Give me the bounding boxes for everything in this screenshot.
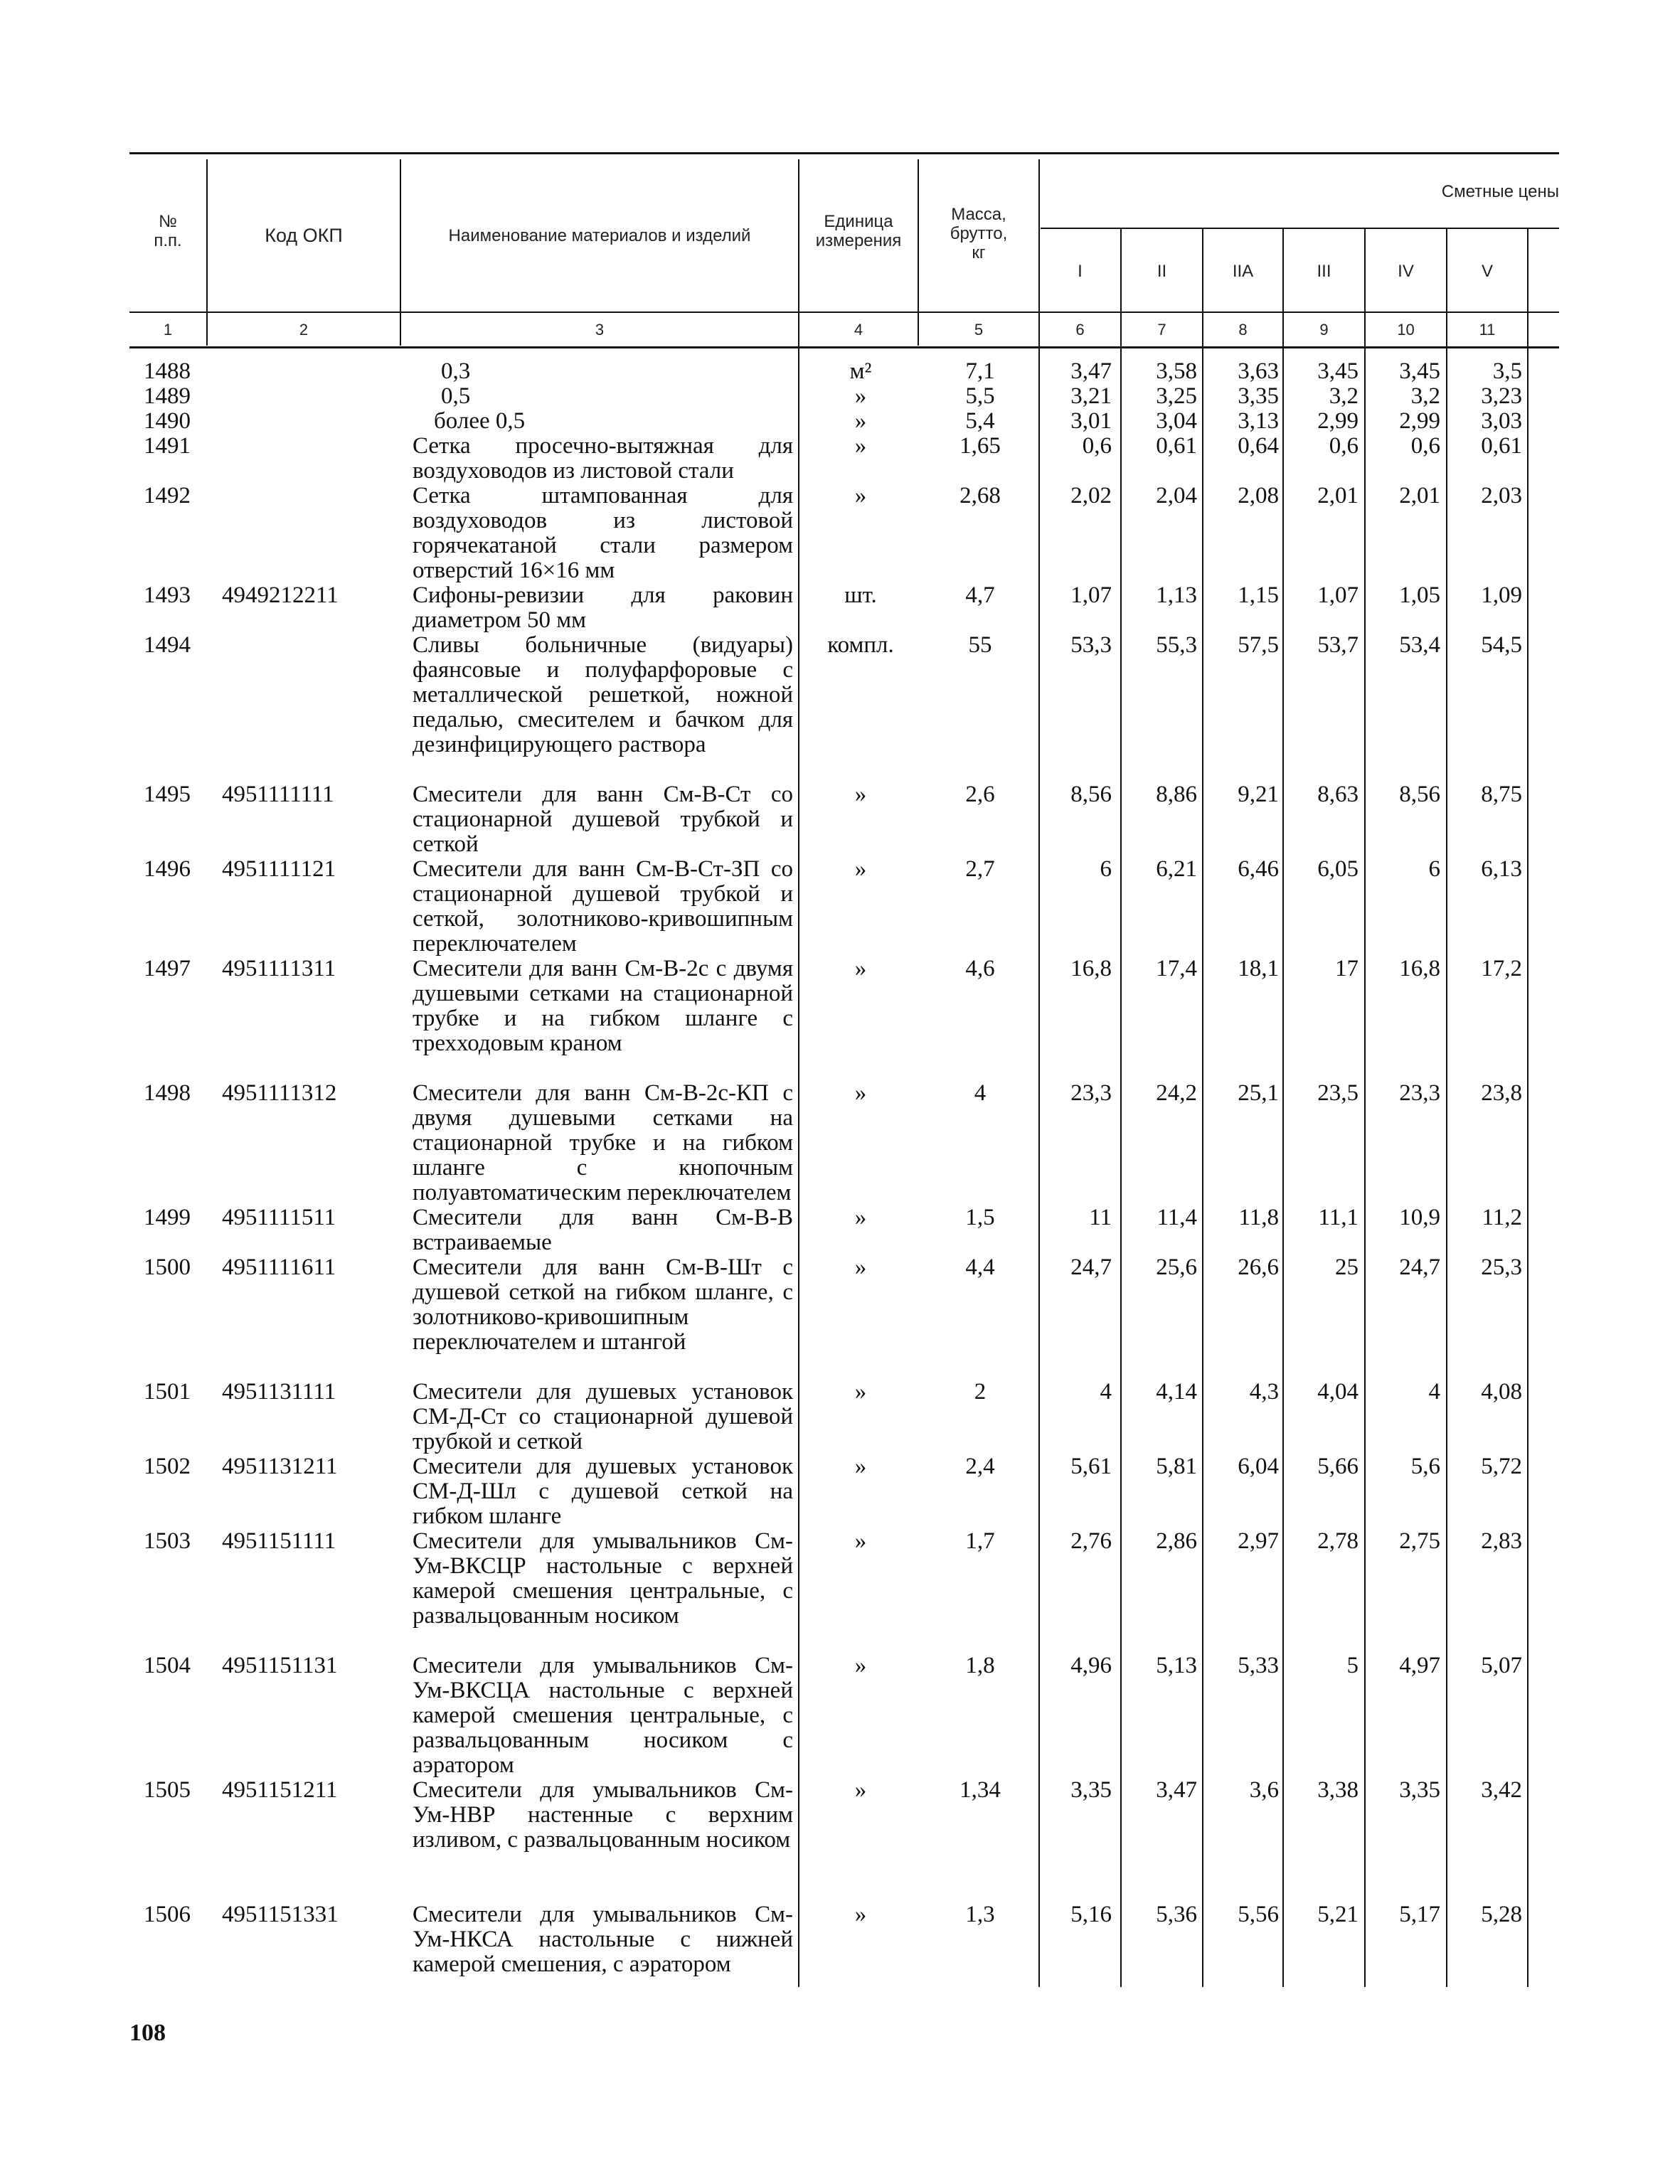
row-number: 1488 [144,358,191,384]
price-zone-2: 24,2 [1156,1080,1197,1106]
price-zone-6: 17,2 [1481,956,1522,981]
price-zone-2: 1,13 [1156,582,1197,608]
header-zone: III [1317,262,1331,281]
price-zone-5: 4,97 [1399,1653,1440,1678]
price-zone-1: 23,3 [1070,1080,1112,1106]
okp-code: 4951111121 [222,856,336,882]
price-zone-6: 5,28 [1481,1902,1522,1927]
item-name: более 0,5 [434,408,526,434]
mass-cell: 5,5 [965,383,995,409]
price-zone-6: 3,03 [1481,408,1522,434]
price-zone-1: 11 [1089,1205,1112,1230]
mass-cell: 1,65 [959,433,1001,459]
price-zone-4: 2,01 [1317,483,1359,508]
price-zone-1: 5,61 [1070,1454,1112,1479]
price-zone-2: 5,13 [1156,1653,1197,1678]
price-zone-3: 3,6 [1249,1777,1279,1803]
price-zone-3: 4,3 [1249,1379,1279,1405]
header-zone: V [1481,262,1493,281]
price-zone-2: 0,61 [1156,433,1197,459]
price-zone-2: 8,86 [1156,782,1197,807]
price-zone-3: 3,63 [1238,358,1279,384]
price-zone-5: 3,35 [1399,1777,1440,1803]
price-zone-6: 25,3 [1481,1255,1522,1280]
price-zone-6: 2,83 [1481,1528,1522,1554]
price-zone-4: 5,66 [1317,1454,1359,1479]
price-zone-4: 3,45 [1317,358,1359,384]
item-name: Сифоны-ревизии для раковин диаметром 50 мм [413,582,793,633]
item-name: Смесители для умывальников См-Ум-НВР настенные с верхним изливом, с развальцованным носиком [413,1777,793,1853]
price-zone-5: 24,7 [1399,1255,1440,1280]
row-number: 1499 [144,1205,191,1230]
row-number: 1496 [144,856,191,882]
column-number: 10 [1397,321,1415,339]
mass-cell: 2,7 [965,856,995,882]
column-number: 8 [1238,321,1248,339]
item-name: Сетка просечно-вытяжная для воздуховодов из листовой стали [413,433,793,484]
price-zone-2: 2,04 [1156,483,1197,508]
price-zone-3: 57,5 [1238,632,1279,658]
price-zone-3: 1,15 [1238,582,1279,608]
okp-code: 4951151211 [222,1777,338,1803]
price-zone-2: 4,14 [1156,1379,1197,1405]
unit-cell: шт. [844,582,877,608]
mass-cell: 4,6 [965,956,995,981]
price-zone-6: 54,5 [1481,632,1522,658]
price-zone-6: 0,61 [1481,433,1522,459]
row-number: 1503 [144,1528,191,1554]
column-number: 3 [595,321,605,339]
column-divider [1038,159,1040,1987]
price-zone-2: 5,36 [1156,1902,1197,1927]
okp-code: 4951151331 [222,1902,339,1927]
unit-cell: » [854,1080,867,1106]
item-name: Сливы больничные (видуары) фаянсовые и полуфарфоровые с металлической решеткой, ножной педалью, смесителем и бачком для дезинфицирующего раствора [413,632,793,757]
unit-cell: » [854,856,867,882]
okp-code: 4951131111 [222,1379,336,1405]
price-zone-6: 4,08 [1481,1379,1522,1405]
price-zone-4: 25 [1335,1255,1359,1280]
row-number: 1491 [144,433,191,459]
price-zone-1: 2,02 [1070,483,1112,508]
item-name: Сетка штампованная для воздуховодов из листовой горячекатаной стали размером отверстий 16×16 мм [413,483,793,583]
item-name: Смесители для душевых установок СМ-Д-Шл с душевой сеткой на гибком шланге [413,1454,793,1529]
mass-cell: 7,1 [965,358,995,384]
mass-cell: 1,34 [959,1777,1001,1803]
unit-cell: » [854,956,867,981]
price-zone-5: 8,56 [1399,782,1440,807]
header-zone: II [1157,262,1167,281]
row-number: 1494 [144,632,191,658]
price-zone-5: 6 [1428,856,1440,882]
unit-cell: м² [849,358,872,384]
item-name: Смесители для умывальников См-Ум-ВКСЦР настольные с верхней камерой смешения центральные, с развальцованным носиком [413,1528,793,1629]
header-zone: IV [1398,262,1414,281]
mass-cell: 2,68 [959,483,1001,508]
unit-cell: » [854,1653,867,1678]
column-number: 6 [1075,321,1085,339]
price-zone-3: 5,56 [1238,1902,1279,1927]
column-divider [1282,229,1284,1987]
mass-cell: 4,7 [965,582,995,608]
unit-cell: » [854,1528,867,1554]
price-zone-6: 3,5 [1492,358,1522,384]
price-zone-3: 6,04 [1238,1454,1279,1479]
price-zone-1: 4,96 [1070,1653,1112,1678]
price-zone-6: 5,72 [1481,1454,1522,1479]
price-zone-4: 23,5 [1317,1080,1359,1106]
header-no: № п.п. [154,212,182,250]
row-number: 1501 [144,1379,191,1405]
price-zone-4: 53,7 [1317,632,1359,658]
header-bottom-rule [129,311,1559,313]
item-name: Смесители для умывальников См-Ум-НКСА настольные с нижней камерой смешения, с аэратором [413,1902,793,1977]
header-name: Наименование материалов и изделий [448,226,751,245]
okp-code: 4951111511 [222,1205,336,1230]
column-number: 2 [299,321,309,339]
price-zone-6: 11,2 [1482,1205,1522,1230]
item-name: Смесители для ванн См-В-2с-КП с двумя душевыми сетками на стационарной трубке и на гибком шланге с кнопочным полуавтоматическим переключателем [413,1080,793,1205]
unit-cell: » [854,408,867,434]
price-zone-6: 3,23 [1481,383,1522,409]
price-zone-5: 1,05 [1399,582,1440,608]
price-zone-1: 8,56 [1070,782,1112,807]
column-numbers-rule [129,346,1559,348]
mass-cell: 2,6 [965,782,995,807]
column-number: 9 [1319,321,1329,339]
price-zone-2: 2,86 [1156,1528,1197,1554]
item-name: Смесители для ванн См-В-Ст со стационарной душевой трубкой и сеткой [413,782,793,857]
mass-cell: 4,4 [965,1255,995,1280]
okp-code: 4949212211 [222,582,339,608]
price-zone-3: 6,46 [1238,856,1279,882]
column-divider [1202,229,1203,1987]
price-zone-4: 1,07 [1317,582,1359,608]
price-zone-3: 18,1 [1238,956,1279,981]
column-number: 5 [974,321,984,339]
column-divider [206,159,208,346]
column-number: 4 [854,321,863,339]
column-divider [1120,229,1122,1987]
price-zone-1: 3,47 [1070,358,1112,384]
mass-cell: 1,5 [965,1205,995,1230]
price-zone-5: 2,75 [1399,1528,1440,1554]
price-zone-5: 10,9 [1399,1205,1440,1230]
price-zone-1: 3,35 [1070,1777,1112,1803]
row-number: 1502 [144,1454,191,1479]
price-zone-6: 3,42 [1481,1777,1522,1803]
unit-cell: » [854,1205,867,1230]
price-zone-5: 3,2 [1410,383,1440,409]
price-zone-4: 11,1 [1318,1205,1359,1230]
row-number: 1497 [144,956,191,981]
price-zone-4: 2,78 [1317,1528,1359,1554]
price-zone-4: 17 [1335,956,1359,981]
price-zone-5: 5,17 [1399,1902,1440,1927]
item-name: Смесители для ванн См-В-В встраиваемые [413,1205,793,1255]
unit-cell: компл. [827,632,894,658]
prices-subheader-rule [1041,228,1559,229]
row-number: 1504 [144,1653,191,1678]
mass-cell: 1,8 [965,1653,995,1678]
row-number: 1493 [144,582,191,608]
row-number: 1495 [144,782,191,807]
price-zone-3: 25,1 [1238,1080,1279,1106]
okp-code: 4951111312 [222,1080,337,1106]
header-zone: IIA [1232,262,1254,281]
price-zone-3: 11,8 [1238,1205,1279,1230]
price-zone-2: 6,21 [1156,856,1197,882]
row-number: 1498 [144,1080,191,1106]
price-zone-3: 3,13 [1238,408,1279,434]
item-name: 0,3 [441,358,471,384]
unit-cell: » [854,782,867,807]
price-zone-5: 0,6 [1410,433,1440,459]
okp-code: 4951111611 [222,1255,336,1280]
price-zone-5: 53,4 [1399,632,1440,658]
header-code: Код ОКП [265,225,343,246]
row-number: 1490 [144,408,191,434]
page-number: 108 [129,2020,166,2046]
okp-code: 4951151111 [222,1528,336,1554]
price-zone-3: 0,64 [1238,433,1279,459]
price-zone-3: 2,97 [1238,1528,1279,1554]
price-zone-4: 2,99 [1317,408,1359,434]
okp-code: 4951111111 [222,782,334,807]
price-zone-1: 53,3 [1070,632,1112,658]
unit-cell: » [854,483,867,508]
table-top-rule [129,152,1559,154]
price-zone-4: 3,38 [1317,1777,1359,1803]
header-prices: Сметные цены [1441,182,1559,201]
price-zone-1: 5,16 [1070,1902,1112,1927]
row-number: 1500 [144,1255,191,1280]
mass-cell: 2,4 [965,1454,995,1479]
mass-cell: 4 [974,1080,987,1106]
column-divider [1364,229,1366,1987]
price-zone-5: 23,3 [1399,1080,1440,1106]
price-zone-5: 2,01 [1399,483,1440,508]
mass-cell: 1,7 [965,1528,995,1554]
price-zone-1: 4 [1100,1379,1112,1405]
column-divider [400,159,401,346]
item-name: Смесители для ванн См-В-Шт с душевой сеткой на гибком шланге, с золотниково-кривошипным переключателем и штангой [413,1255,793,1355]
item-name: 0,5 [441,383,471,409]
row-number: 1489 [144,383,191,409]
unit-cell: » [854,1777,867,1803]
price-zone-2: 3,25 [1156,383,1197,409]
price-zone-2: 3,58 [1156,358,1197,384]
mass-cell: 1,3 [965,1902,995,1927]
price-zone-1: 2,76 [1070,1528,1112,1554]
price-zone-3: 2,08 [1238,483,1279,508]
row-number: 1492 [144,483,191,508]
price-zone-2: 25,6 [1156,1255,1197,1280]
price-zone-4: 6,05 [1317,856,1359,882]
row-number: 1506 [144,1902,191,1927]
okp-code: 4951151131 [222,1653,338,1678]
price-zone-3: 26,6 [1238,1255,1279,1280]
price-zone-1: 3,01 [1070,408,1112,434]
unit-cell: » [854,1902,867,1927]
item-name: Смесители для ванн См-В-2с с двумя душевыми сетками на стационарной трубке и на гибком шланге с трехходовым краном [413,956,793,1056]
okp-code: 4951111311 [222,956,336,981]
header-zone: I [1078,262,1083,281]
column-divider [1446,229,1447,1987]
unit-cell: » [854,433,867,459]
price-zone-3: 9,21 [1238,782,1279,807]
price-zone-2: 3,04 [1156,408,1197,434]
price-zone-1: 0,6 [1082,433,1112,459]
header-mass: Масса, брутто, кг [950,205,1008,262]
price-zone-6: 1,09 [1481,582,1522,608]
price-zone-1: 6 [1100,856,1112,882]
mass-cell: 2 [974,1379,987,1405]
mass-cell: 55 [968,632,992,658]
okp-code: 4951131211 [222,1454,338,1479]
price-zone-4: 0,6 [1329,433,1359,459]
column-number: 11 [1479,321,1496,339]
price-zone-6: 6,13 [1481,856,1522,882]
column-divider [1527,229,1529,1987]
unit-cell: » [854,1454,867,1479]
price-zone-2: 11,4 [1157,1205,1197,1230]
mass-cell: 5,4 [965,408,995,434]
price-zone-4: 5,21 [1317,1902,1359,1927]
price-zone-4: 5 [1346,1653,1359,1678]
unit-cell: » [854,383,867,409]
row-number: 1505 [144,1777,191,1803]
price-zone-1: 1,07 [1070,582,1112,608]
price-zone-6: 8,75 [1481,782,1522,807]
price-zone-3: 5,33 [1238,1653,1279,1678]
price-zone-2: 3,47 [1156,1777,1197,1803]
price-zone-1: 3,21 [1070,383,1112,409]
unit-cell: » [854,1379,867,1405]
price-zone-5: 2,99 [1399,408,1440,434]
price-zone-5: 5,6 [1410,1454,1440,1479]
price-zone-5: 16,8 [1399,956,1440,981]
column-number: 1 [163,321,173,339]
column-number: 7 [1157,321,1166,339]
price-zone-2: 5,81 [1156,1454,1197,1479]
price-zone-2: 17,4 [1156,956,1197,981]
price-zone-4: 3,2 [1329,383,1359,409]
price-zone-5: 4 [1428,1379,1440,1405]
price-zone-4: 4,04 [1317,1379,1359,1405]
item-name: Смесители для душевых установок СМ-Д-Ст со стационарной душевой трубкой и сеткой [413,1379,793,1454]
price-zone-6: 23,8 [1481,1080,1522,1106]
price-zone-6: 2,03 [1481,483,1522,508]
item-name: Смесители для ванн См-В-Ст-ЗП со стационарной душевой трубкой и сеткой, золотниково-кривошипным переключателем [413,856,793,957]
price-zone-1: 16,8 [1070,956,1112,981]
item-name: Смесители для умывальников См-Ум-ВКСЦА настольные с верхней камерой смешения центральные, с развальцованным носиком с аэратором [413,1653,793,1778]
price-zone-1: 24,7 [1070,1255,1112,1280]
unit-cell: » [854,1255,867,1280]
price-zone-6: 5,07 [1481,1653,1522,1678]
header-unit: Единица измерения [815,212,902,250]
price-zone-3: 3,35 [1238,383,1279,409]
price-zone-2: 55,3 [1156,632,1197,658]
price-zone-5: 3,45 [1399,358,1440,384]
price-zone-4: 8,63 [1317,782,1359,807]
